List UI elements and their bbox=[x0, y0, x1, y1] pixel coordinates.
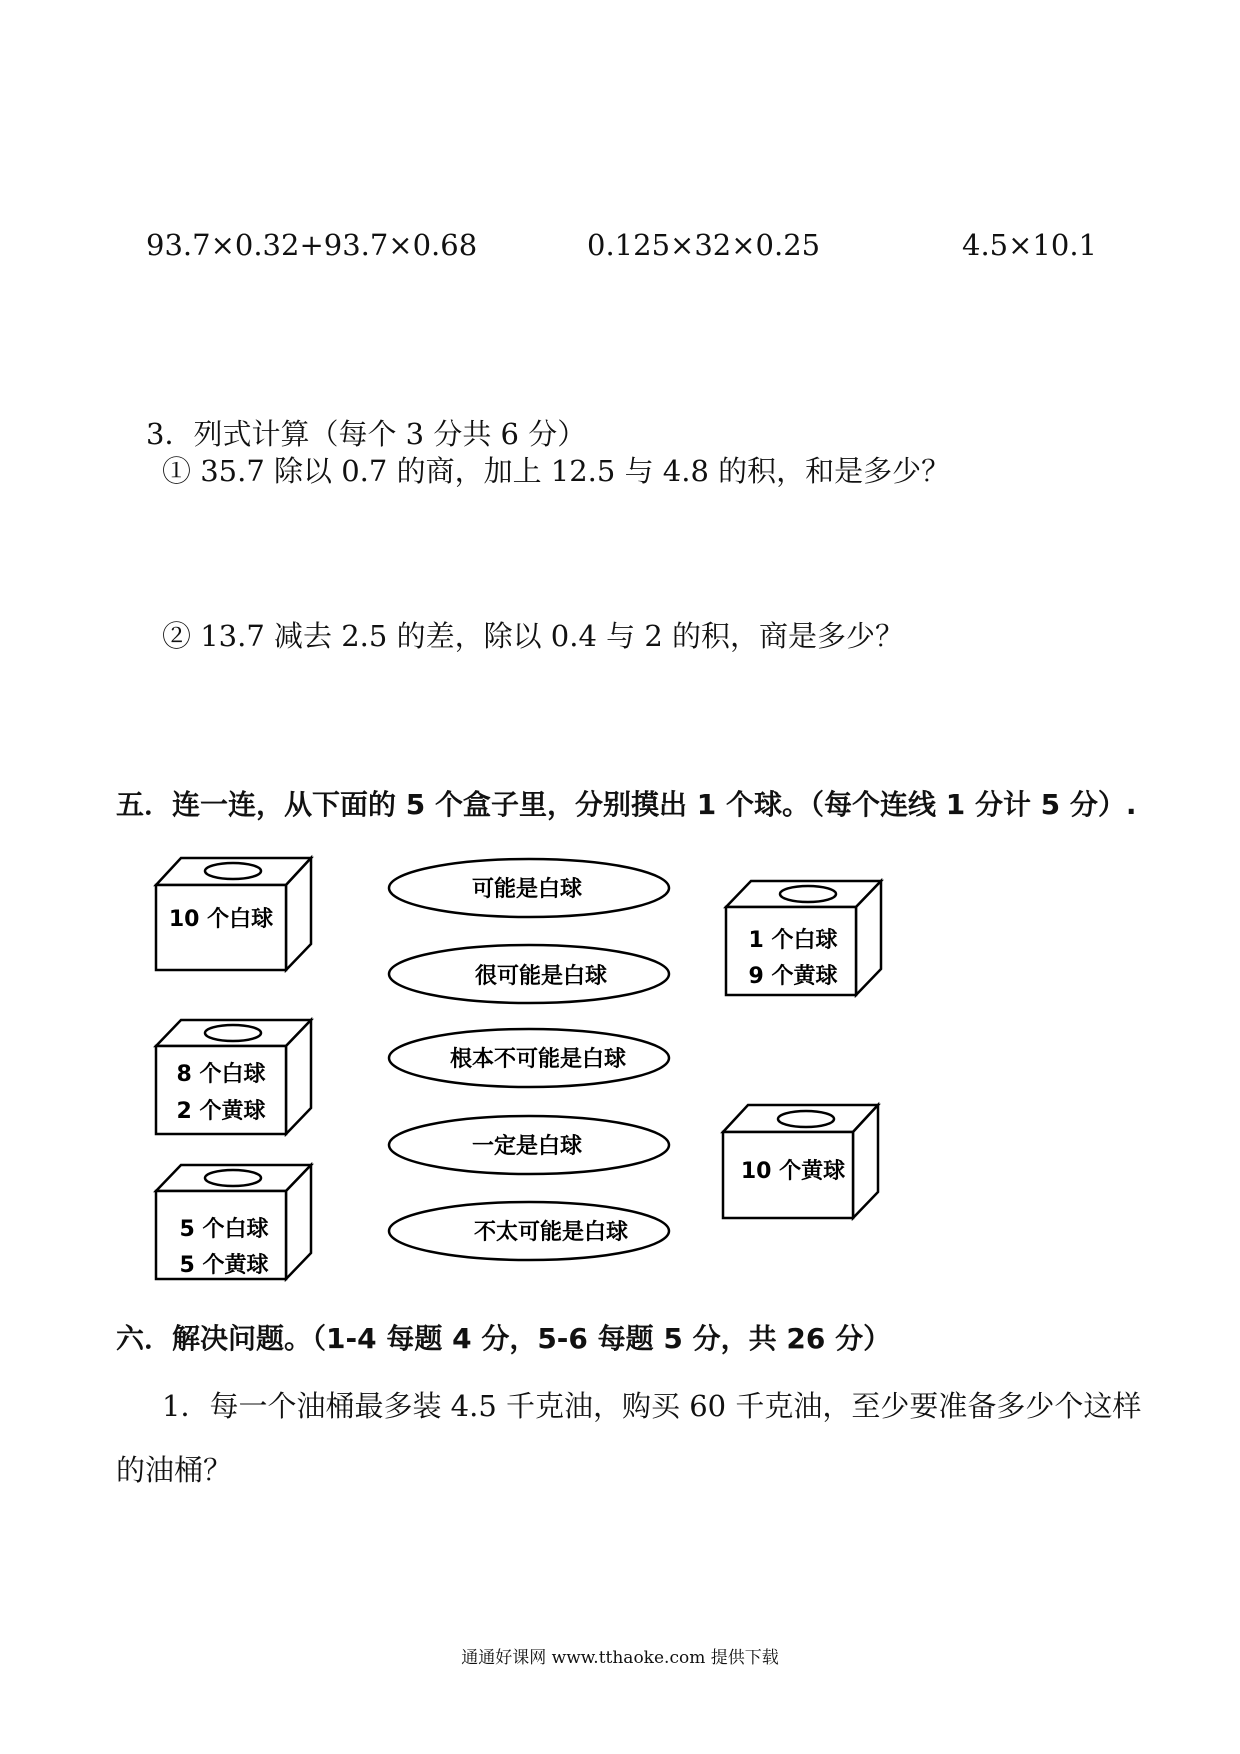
option-label-1: 可能是白球 bbox=[471, 877, 583, 902]
option-label-2: 很可能是白球 bbox=[474, 964, 608, 989]
box-left-1-line1: 10 个白球 bbox=[168, 907, 274, 932]
box-left-3-line2: 5 个黄球 bbox=[179, 1253, 269, 1278]
box-left-2-line1: 8 个白球 bbox=[176, 1062, 266, 1087]
section3-title: 3．列式计算（每个 3 分共 6 分） bbox=[146, 417, 587, 451]
box-left-2-line2: 2 个黄球 bbox=[176, 1099, 266, 1124]
section6-question-1-line2: 的油桶？ bbox=[116, 1453, 233, 1487]
calc-expression-3: 4.5×10.1 bbox=[962, 228, 1097, 262]
option-label-5: 不太可能是白球 bbox=[473, 1220, 629, 1245]
section3-question-2: ② 13.7 减去 2.5 的差，除以 0.4 与 2 的积，商是多少？ bbox=[162, 619, 905, 653]
box-left-3-line1: 5 个白球 bbox=[179, 1217, 269, 1242]
calc-expression-2: 0.125×32×0.25 bbox=[587, 228, 821, 262]
box-right-1-line2: 9 个黄球 bbox=[748, 964, 838, 989]
option-label-4: 一定是白球 bbox=[471, 1134, 583, 1159]
option-label-3: 根本不可能是白球 bbox=[449, 1047, 627, 1072]
box-right-2-line1: 10 个黄球 bbox=[740, 1159, 846, 1184]
section5-title: 五．连一连，从下面的 5 个盒子里，分别摸出 1 个球。（每个连线 1 分计 5 分）. bbox=[116, 788, 1137, 821]
page-footer: 通通好课网 www.tthaoke.com 提供下载 bbox=[461, 1648, 779, 1668]
section6-title: 六．解决问题。（1-4 每题 4 分，5-6 每题 5 分，共 26 分） bbox=[116, 1322, 892, 1355]
section3-question-1: ① 35.7 除以 0.7 的商，加上 12.5 与 4.8 的积，和是多少？ bbox=[162, 454, 951, 488]
section6-question-1-line1: 1．每一个油桶最多装 4.5 千克油，购买 60 千克油，至少要准备多少个这样 bbox=[162, 1389, 1142, 1423]
box-right-1-line1: 1 个白球 bbox=[748, 928, 838, 953]
calc-expression-1: 93.7×0.32+93.7×0.68 bbox=[146, 228, 478, 262]
